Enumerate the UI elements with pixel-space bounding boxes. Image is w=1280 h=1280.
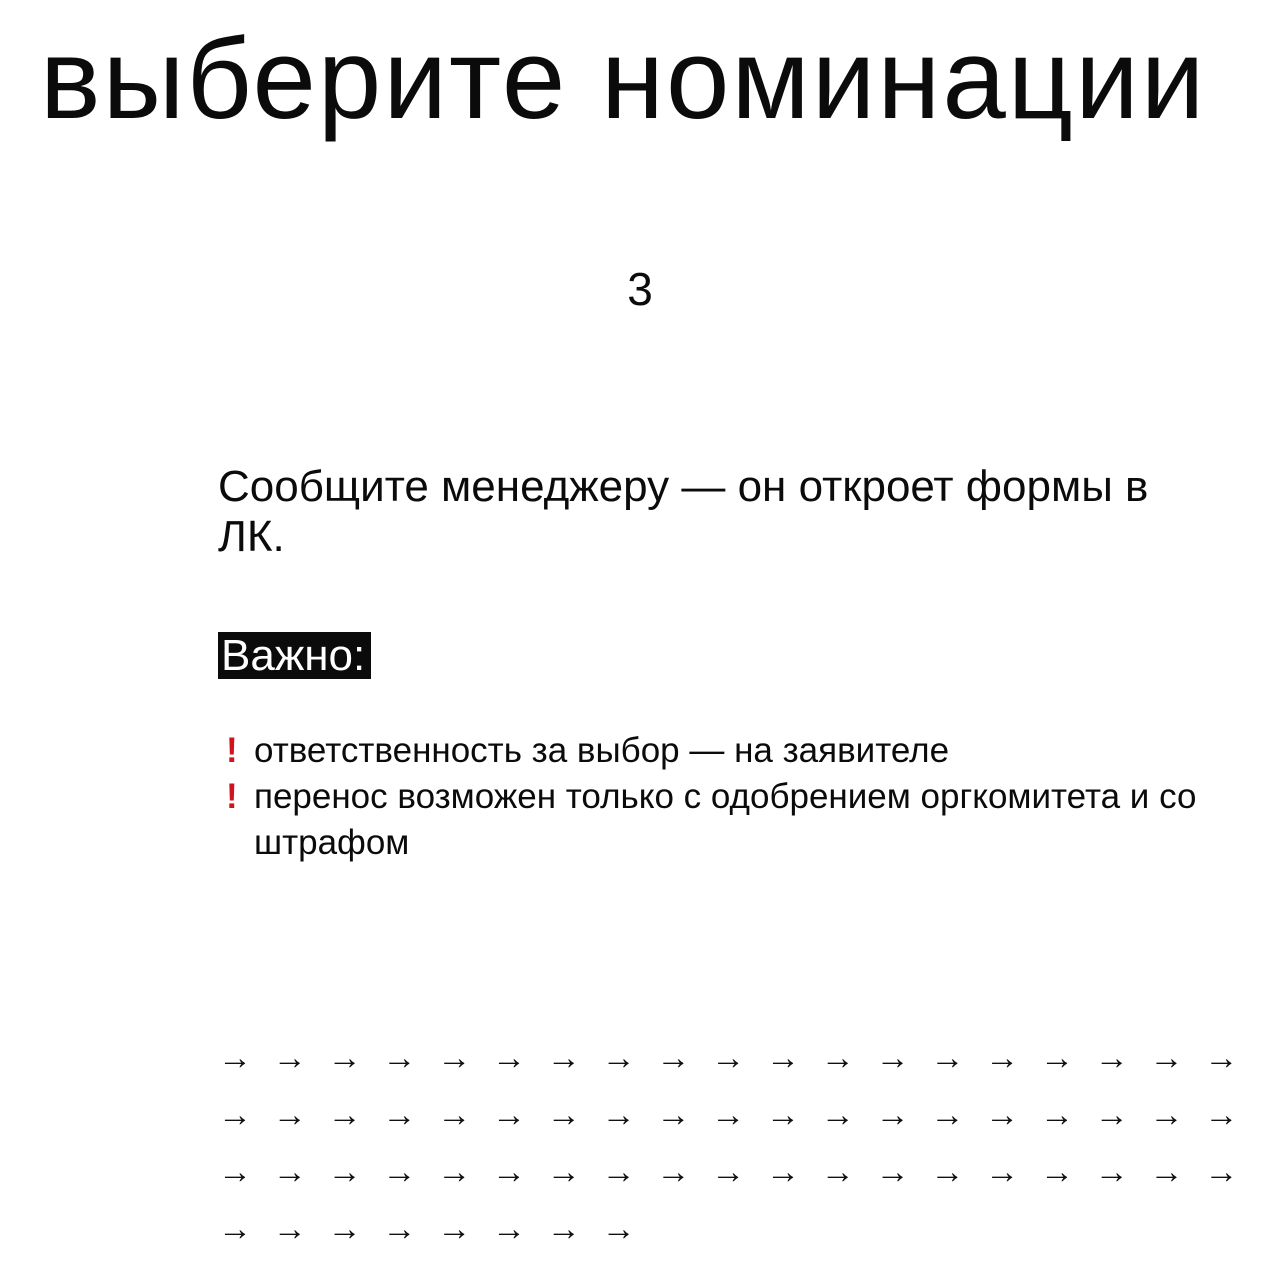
- arrow-right-icon: →: [1094, 1039, 1129, 1077]
- arrow-right-icon: →: [491, 1096, 526, 1134]
- arrow-right-icon: →: [875, 1153, 910, 1191]
- exclamation-icon: !: [226, 777, 238, 816]
- arrow-right-icon: →: [437, 1210, 472, 1248]
- arrow-right-icon: →: [765, 1039, 800, 1077]
- important-notes-list: [224, 728, 1280, 866]
- page-title: выберите номинации: [40, 16, 1207, 143]
- arrow-right-icon: →: [656, 1039, 691, 1077]
- arrow-right-icon: →: [272, 1153, 307, 1191]
- arrow-right-icon: →: [272, 1096, 307, 1134]
- arrow-right-icon: →: [272, 1039, 307, 1077]
- arrow-right-icon: →: [437, 1039, 472, 1077]
- arrow-right-icon: →: [875, 1039, 910, 1077]
- arrow-right-icon: →: [656, 1153, 691, 1191]
- arrow-right-icon: →: [437, 1153, 472, 1191]
- note-text: перенос возможен только с одобрением оргкомитета и со штрафом: [254, 777, 1197, 862]
- step-number: 3: [627, 263, 653, 315]
- arrow-right-icon: →: [546, 1039, 581, 1077]
- arrow-right-icon: →: [930, 1039, 965, 1077]
- arrow-right-icon: →: [820, 1153, 855, 1191]
- arrow-right-icon: →: [327, 1210, 362, 1248]
- arrow-right-icon: →: [601, 1153, 636, 1191]
- arrow-right-icon: →: [546, 1096, 581, 1134]
- arrow-right-icon: →: [1149, 1096, 1184, 1134]
- arrow-right-icon: →: [711, 1039, 746, 1077]
- arrow-right-icon: →: [218, 1039, 252, 1077]
- arrow-right-icon: →: [601, 1096, 636, 1134]
- arrow-right-icon: →: [218, 1153, 252, 1191]
- arrow-right-icon: →: [711, 1096, 746, 1134]
- arrow-right-icon: →: [546, 1210, 581, 1248]
- arrow-right-icon: →: [437, 1096, 472, 1134]
- note-text: ответственность за выбор — на заявителе: [254, 731, 950, 770]
- arrow-right-icon: →: [546, 1153, 581, 1191]
- arrow-right-icon: →: [765, 1153, 800, 1191]
- note-item: [224, 774, 1280, 866]
- lead-text: Сообщите менеджеру — он откроет формы в ЛК.: [218, 462, 1149, 561]
- arrow-right-icon: →: [820, 1039, 855, 1077]
- arrow-right-icon: →: [272, 1210, 307, 1248]
- arrow-right-icon: →: [601, 1039, 636, 1077]
- arrow-right-icon: →: [930, 1153, 965, 1191]
- arrow-right-icon: →: [1204, 1039, 1239, 1077]
- arrow-right-icon: →: [491, 1210, 526, 1248]
- arrow-right-icon: →: [491, 1039, 526, 1077]
- arrow-right-icon: →: [218, 1096, 252, 1134]
- arrow-right-icon: →: [985, 1039, 1020, 1077]
- arrow-right-icon: →: [218, 1210, 252, 1248]
- arrow-right-icon: →: [1094, 1153, 1129, 1191]
- arrow-right-icon: →: [327, 1096, 362, 1134]
- arrow-right-icon: →: [820, 1096, 855, 1134]
- arrow-right-icon: →: [491, 1153, 526, 1191]
- arrow-right-icon: →: [985, 1096, 1020, 1134]
- arrow-right-icon: →: [382, 1096, 417, 1134]
- arrow-right-icon: →: [1039, 1039, 1074, 1077]
- arrow-pattern: [218, 1030, 1248, 1258]
- arrow-right-icon: →: [327, 1039, 362, 1077]
- arrow-right-icon: →: [930, 1096, 965, 1134]
- note-item: [224, 728, 1280, 774]
- arrow-right-icon: →: [711, 1153, 746, 1191]
- arrow-right-icon: →: [382, 1210, 417, 1248]
- arrow-right-icon: →: [1204, 1096, 1239, 1134]
- arrow-right-icon: →: [765, 1096, 800, 1134]
- arrow-right-icon: →: [1039, 1153, 1074, 1191]
- arrow-right-icon: →: [875, 1096, 910, 1134]
- arrow-right-icon: →: [1149, 1153, 1184, 1191]
- arrow-right-icon: →: [1204, 1153, 1239, 1191]
- arrow-right-icon: →: [327, 1153, 362, 1191]
- arrow-right-icon: →: [1039, 1096, 1074, 1134]
- exclamation-icon: !: [226, 731, 238, 770]
- important-badge: Важно:: [218, 632, 371, 679]
- arrow-right-icon: →: [601, 1210, 636, 1248]
- arrow-right-icon: →: [656, 1096, 691, 1134]
- arrow-right-icon: →: [1149, 1039, 1184, 1077]
- arrow-right-icon: →: [1094, 1096, 1129, 1134]
- arrow-right-icon: →: [382, 1039, 417, 1077]
- arrow-right-icon: →: [382, 1153, 417, 1191]
- arrow-right-icon: →: [985, 1153, 1020, 1191]
